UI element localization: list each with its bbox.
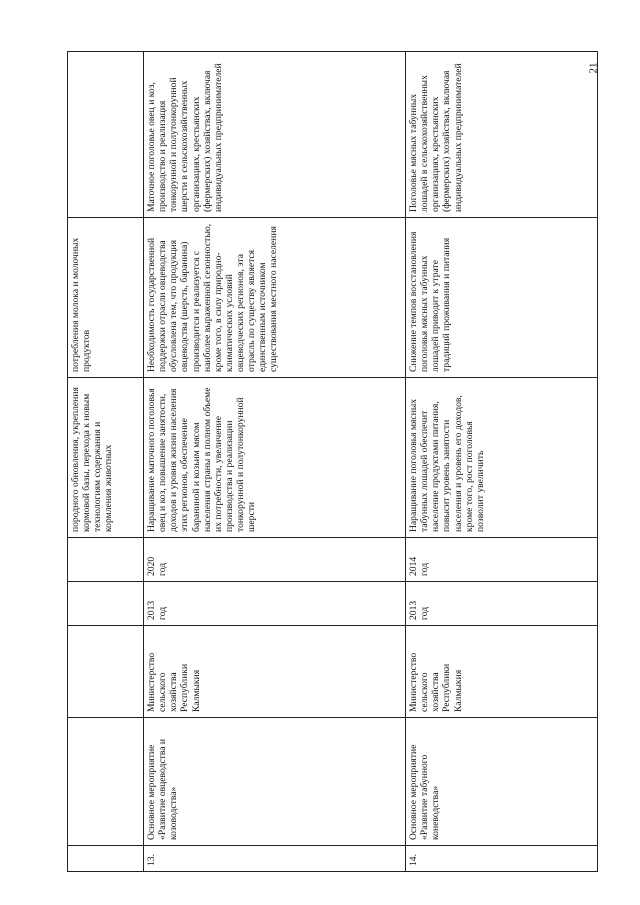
indicators: Поголовье мясных табунных лошадей в сельскохозяйственных организациях, крестьянских (фермерских) хозяйствах, включая индивидуальных предпринимателей xyxy=(406,52,598,218)
indicators xyxy=(68,52,144,218)
consequences: Необходимость государственной поддержки отрасли овцеводства обусловлена тем, что продукция овцеводства (шерсть, баранина) производится и реализуется с наиболее выраженной сезонностью, кроме того, в силу природно-климатических условий овцеводческих регионов, эта отрасль по существу является единственным источником существования местного населения xyxy=(144,218,406,378)
end-year: 2014 год xyxy=(406,538,598,582)
page-number: 21 xyxy=(587,62,600,74)
table-row xyxy=(406,52,598,872)
table-row xyxy=(68,52,144,872)
executor: Министерство сельского хозяйства Республики Калмыкия xyxy=(406,626,598,718)
start-year: 2013 год xyxy=(406,582,598,626)
consequences: потребления молока и молочных продуктов xyxy=(68,218,144,378)
row-number xyxy=(68,846,144,872)
executor: Министерство сельского хозяйства Республики Калмыкия xyxy=(144,626,406,718)
rotated-table-frame xyxy=(67,52,582,872)
expected-result: Наращивание поголовья мясных табунных лошадей обеспечит население продуктами питания, повысит уровень занятости населения и уровень его доходов, кроме того, рост поголовья позволит увеличить xyxy=(406,378,598,538)
row-number: 13. xyxy=(144,846,406,872)
event-name: Основное мероприятие «Развитие табунного коневодства» xyxy=(406,718,598,846)
table-landscape xyxy=(67,52,582,872)
expected-result: породного обновления, укрепления кормовой базы, перехода к новым технологиям содержания и кормления животных xyxy=(68,378,144,538)
event-name: Основное мероприятие «Развитие овцеводства и козоводства» xyxy=(144,718,406,846)
end-year: 2020 год xyxy=(144,538,406,582)
program-events-table xyxy=(67,51,598,872)
start-year: 2013 год xyxy=(144,582,406,626)
indicators: Маточное поголовье овец и коз, производство и реализация тонкорунной и полутонкорунной шерсти в сельскохозяйственных организациях, крестьянских (фермерских) хозяйствах, включая индивидуальных предпринимателей xyxy=(144,52,406,218)
expected-result: Наращивание маточного поголовья овец и коз, повышение занятости, доходов и уровня жизни населения этих регионов, обеспечение бараниной и козьим мясом населения страны в полном объеме их потребности, увеличение производства и реализации тонкорунной и полутонкорунной шерсти xyxy=(144,378,406,538)
start-year xyxy=(68,582,144,626)
row-number: 14. xyxy=(406,846,598,872)
table-row xyxy=(144,52,406,872)
consequences: Снижение темпов восстановления поголовья мясных табунных лошадей приводит к утрате традиций проживания и питания xyxy=(406,218,598,378)
executor xyxy=(68,626,144,718)
event-name xyxy=(68,718,144,846)
end-year xyxy=(68,538,144,582)
